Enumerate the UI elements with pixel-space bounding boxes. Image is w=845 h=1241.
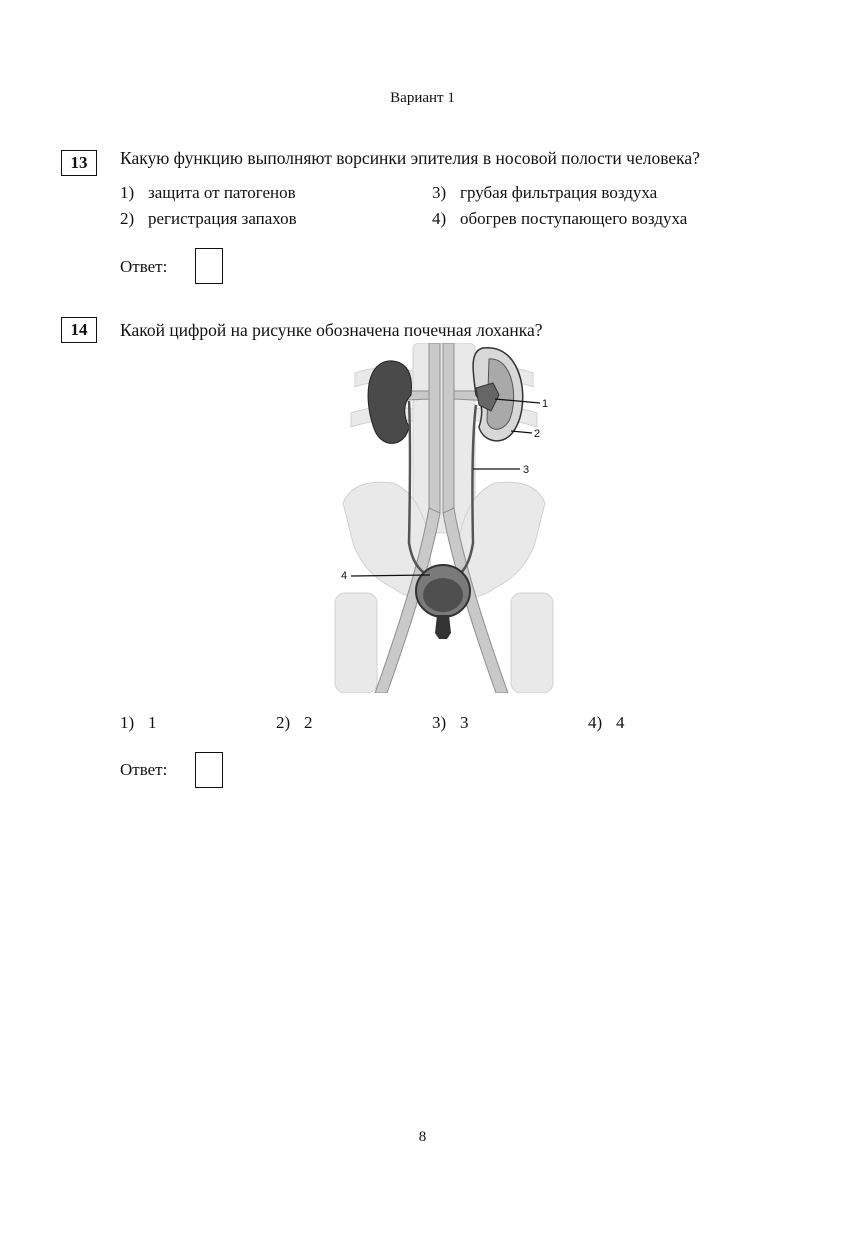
q13-option-1-text: защита от патогенов [148, 183, 296, 202]
page-number: 8 [418, 1129, 427, 1145]
page-header: Вариант 1 [390, 90, 455, 106]
figure-label-3: 3 [523, 464, 530, 476]
q14-option-4-text: 4 [616, 713, 625, 732]
figure-label-4: 4 [341, 570, 348, 582]
q13-option-3-number: 3) [432, 183, 447, 202]
question-14-number: 14 [61, 317, 97, 343]
q13-option-2-number: 2) [120, 209, 135, 228]
q14-option-2-text: 2 [304, 713, 313, 732]
q14-option-2-number: 2) [276, 713, 291, 732]
q13-option-3[interactable] [432, 183, 657, 203]
q14-answer-label: Ответ: [120, 760, 168, 779]
q13-answer-label: Ответ: [120, 257, 168, 276]
question-13-number: 13 [61, 150, 97, 176]
q13-option-1-number: 1) [120, 183, 135, 202]
q13-option-1[interactable] [120, 183, 296, 203]
q13-option-2-text: регистрация запахов [148, 209, 297, 228]
urinary-system-figure [333, 343, 555, 693]
q14-option-3-text: 3 [460, 713, 469, 732]
q14-option-4[interactable] [588, 713, 625, 733]
q14-option-1-text: 1 [148, 713, 157, 732]
q14-answer-box[interactable] [195, 752, 223, 788]
figure-label-1: 1 [542, 398, 549, 410]
q13-option-4-text: обогрев поступающего воздуха [460, 209, 688, 228]
q13-answer-box[interactable] [195, 248, 223, 284]
q14-option-4-number: 4) [588, 713, 603, 732]
q14-option-2[interactable] [276, 713, 313, 733]
q13-option-4[interactable] [432, 209, 687, 229]
q13-option-4-number: 4) [432, 209, 447, 228]
q14-option-1-number: 1) [120, 713, 135, 732]
question-14-text: Какой цифрой на рисунке обозначена почечная лоханка? [120, 320, 543, 340]
q14-option-3[interactable] [432, 713, 469, 733]
q14-option-3-number: 3) [432, 713, 447, 732]
question-13-text: Какую функцию выполняют ворсинки эпителия в носовой полости человека? [120, 148, 700, 168]
q14-option-1[interactable] [120, 713, 157, 733]
q13-option-3-text: грубая фильтрация воздуха [460, 183, 658, 202]
figure-label-2: 2 [534, 428, 541, 440]
q13-option-2[interactable] [120, 209, 297, 229]
